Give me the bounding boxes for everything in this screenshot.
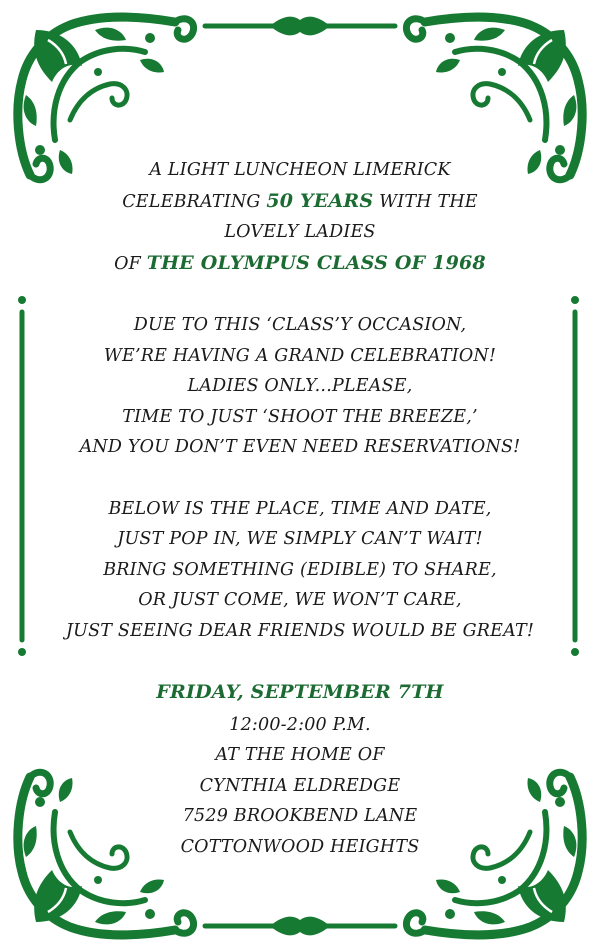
invitation-text bbox=[40, 155, 560, 862]
fifty-years-highlight: 50 YEARS bbox=[266, 189, 374, 212]
intro-line-4-pre: OF bbox=[114, 253, 147, 274]
verse1-line: AND YOU DON’T EVEN NEED RESERVATIONS! bbox=[79, 437, 521, 457]
verse2-line: BELOW IS THE PLACE, TIME AND DATE, bbox=[108, 498, 492, 519]
verse1-line: WE’RE HAVING A GRAND CELEBRATION! bbox=[103, 345, 497, 366]
event-city: COTTONWOOD HEIGHTS bbox=[180, 836, 420, 857]
intro-line-2-post: WITH THE bbox=[373, 191, 478, 212]
event-date: FRIDAY, SEPTEMBER 7TH bbox=[156, 681, 444, 703]
intro-line-4 bbox=[40, 248, 560, 280]
verse1-line: TIME TO JUST ‘SHOOT THE BREEZE,’ bbox=[122, 406, 478, 427]
event-at-home: AT THE HOME OF bbox=[215, 745, 385, 765]
intro-line-2-pre: CELEBRATING bbox=[122, 191, 267, 212]
intro-line-1: A LIGHT LUNCHEON LIMERICK bbox=[149, 160, 451, 180]
intro-line-2 bbox=[40, 186, 560, 218]
event-street: 7529 BROOKBEND LANE bbox=[182, 806, 418, 826]
class-name-highlight: THE OLYMPUS CLASS OF 1968 bbox=[146, 251, 486, 274]
verse2-line: OR JUST COME, WE WON’T CARE, bbox=[138, 590, 462, 610]
verse1-line: LADIES ONLY...PLEASE, bbox=[187, 376, 413, 396]
verse2-line: BRING SOMETHING (EDIBLE) TO SHARE, bbox=[103, 559, 497, 580]
intro-line-3: LOVELY LADIES bbox=[224, 222, 376, 242]
event-time: 12:00-2:00 P.M. bbox=[229, 714, 371, 735]
verse1-line: DUE TO THIS ‘CLASS’Y OCCASION, bbox=[133, 315, 467, 335]
verse2-line: JUST SEEING DEAR FRIENDS WOULD BE GREAT! bbox=[65, 620, 535, 641]
verse2-line: JUST POP IN, WE SIMPLY CAN’T WAIT! bbox=[117, 529, 483, 549]
event-host: CYNTHIA ELDREDGE bbox=[199, 775, 401, 796]
